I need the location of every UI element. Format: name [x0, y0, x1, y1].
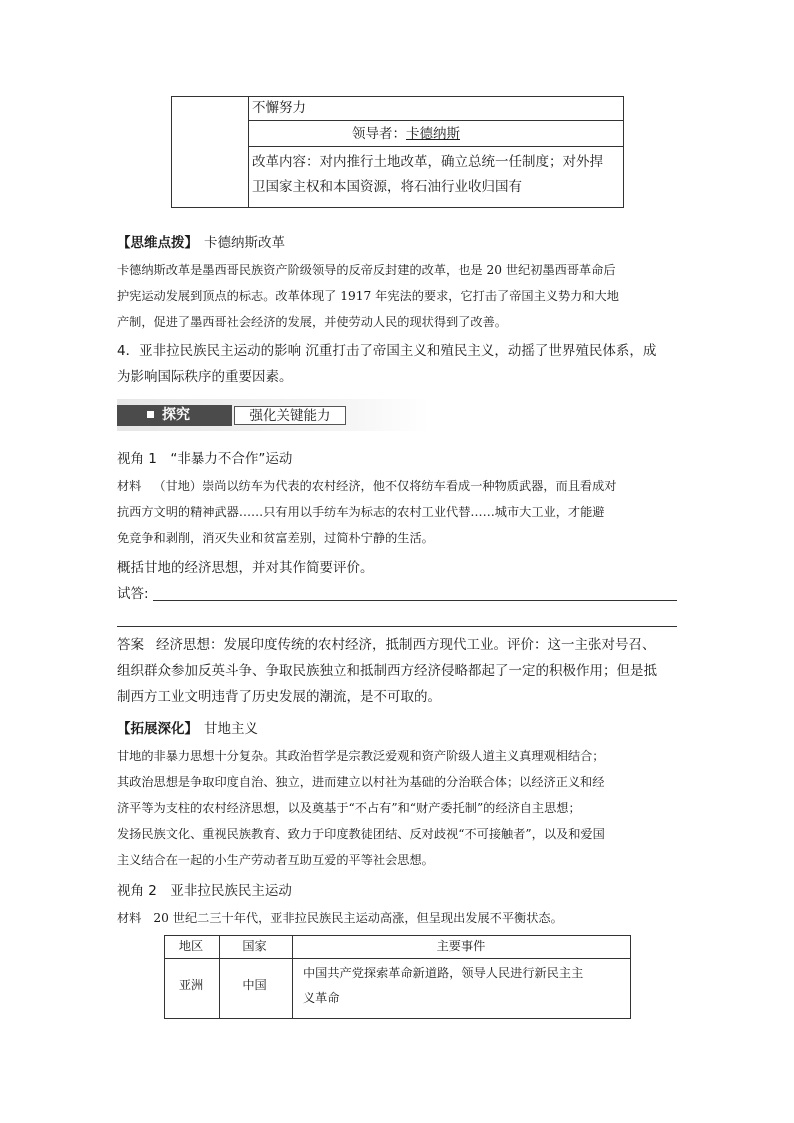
table-cell-reform-line2: 卫国家主权和本国资源，将石油行业收归国有 [252, 179, 522, 195]
paragraph-line [117, 473, 687, 499]
paragraph-line: 济平等为支柱的农村经济思想，以及奠基于“不占有”和“财产委托制”的经济自主思想； [117, 801, 581, 815]
paragraph-line [117, 632, 687, 658]
thinking-tip-body [117, 257, 687, 335]
view1-material [117, 473, 687, 551]
paragraph-line: 免竞争和剥削，消灭失业和贫富差别，过简朴宁静的生活。 [117, 531, 434, 545]
answer-label: 答案 [117, 637, 144, 653]
section-banner-explore [117, 405, 232, 426]
paragraph-line: 为影响国际秩序的重要因素。 [117, 369, 293, 385]
extension-tag: 【拓展深化】 [117, 721, 198, 737]
separator-line [117, 626, 677, 627]
table-divider [248, 146, 623, 147]
extension-heading [117, 716, 258, 742]
table-header-region: 地区 [178, 939, 204, 953]
banner-dark-label: 探究 [162, 407, 190, 423]
paragraph-line: 护宪运动发展到顶点的标志。改革体现了 1917 年宪法的要求，它打击了帝国主义势力和大地 [117, 289, 619, 303]
table-cell-reform-line1: 改革内容：对内推行土地改革，确立总统一任制度；对外捍 [252, 154, 603, 170]
table-cell-leader [352, 122, 460, 146]
point-4 [117, 338, 687, 390]
view2-material [117, 905, 687, 931]
answer-block [117, 632, 687, 710]
view1-title: 视角 1 “非暴力不合作”运动 [117, 451, 293, 467]
material-text: 20 世纪二三十年代，亚非拉民族民主运动高涨，但呈现出发展不平衡状态。 [153, 911, 563, 925]
paragraph-line: 甘地的非暴力思想十分复杂。其政治哲学是宗教泛爱观和资产阶级人道主义真理观相结合； [117, 749, 605, 763]
material-label: 材料 [117, 479, 142, 493]
table-cell-event-line2: 义革命 [303, 991, 340, 1005]
table-cell-region: 亚洲 [178, 978, 204, 992]
table-header-country: 国家 [242, 939, 267, 953]
thinking-tip-heading [117, 230, 285, 256]
table-cell-event-line1: 中国共产党探索革命新道路，领导人民进行新民主主 [303, 966, 584, 980]
answer-text: 经济思想：发展印度传统的农村经济，抵制西方现代工业。评价：这一主张对号召、 [156, 637, 656, 653]
extension-body [117, 743, 687, 873]
square-bullet-icon [147, 411, 154, 418]
section-banner-subtitle: 强化关键能力 [234, 406, 346, 425]
view2-title: 视角 2 亚非拉民族民主运动 [117, 883, 292, 899]
thinking-tip-tag: 【思维点拨】 [117, 235, 198, 251]
answer-input-line[interactable] [153, 600, 677, 601]
material-label: 材料 [117, 911, 142, 925]
answer-prompt: 试答: [117, 586, 149, 602]
paragraph-line: 主义结合在一起的小生产劳动者互助互爱的平等社会思想。 [117, 853, 434, 867]
paragraph-line: 制西方工业文明违背了历史发展的潮流，是不可取的。 [117, 689, 441, 705]
paragraph-line: 组织群众参加反英斗争、争取民族独立和抵制西方经济侵略都起了一定的积极作用；但是抵 [117, 663, 657, 679]
paragraph-line: 产制，促进了墨西哥社会经济的发展，并使劳动人民的现状得到了改善。 [117, 315, 507, 329]
paragraph-line: 发扬民族文化、重视民族教育、致力于印度教徒团结、反对歧视“不可接触者”，以及和爱国 [117, 827, 605, 841]
paragraph-line: 抗西方文明的精神武器……只有用以手纺车为标志的农村工业代替……城市大工业，才能避 [117, 505, 605, 519]
table-header-event: 主要事件 [436, 939, 486, 953]
paragraph-line: 4．亚非拉民族民主运动的影响 沉重打击了帝国主义和殖民主义，动摇了世界殖民体系，成 [117, 343, 657, 359]
table-divider [248, 120, 623, 121]
material-text: （甘地）崇尚以纺车为代表的农村经济，他不仅将纺车看成一种物质武器，而且看成对 [153, 479, 617, 493]
view1-question: 概括甘地的经济思想，并对其作简要评价。 [117, 560, 374, 576]
paragraph-line: 其政治思想是争取印度自治、独立，进而建立以村社为基础的分治联合体；以经济正义和经 [117, 775, 605, 789]
table-divider [165, 958, 630, 959]
leader-label: 领导者： [352, 126, 406, 142]
table-cell-effort: 不懈努力 [252, 100, 306, 116]
leader-name: 卡德纳斯 [406, 126, 460, 142]
extension-title: 甘地主义 [204, 721, 258, 737]
table-divider [248, 97, 249, 207]
table-cell-country: 中国 [242, 978, 267, 992]
thinking-tip-title: 卡德纳斯改革 [204, 235, 285, 251]
paragraph-line: 卡德纳斯改革是墨西哥民族资产阶级领导的反帝反封建的改革，也是 20 世纪初墨西哥革命后 [117, 263, 616, 277]
